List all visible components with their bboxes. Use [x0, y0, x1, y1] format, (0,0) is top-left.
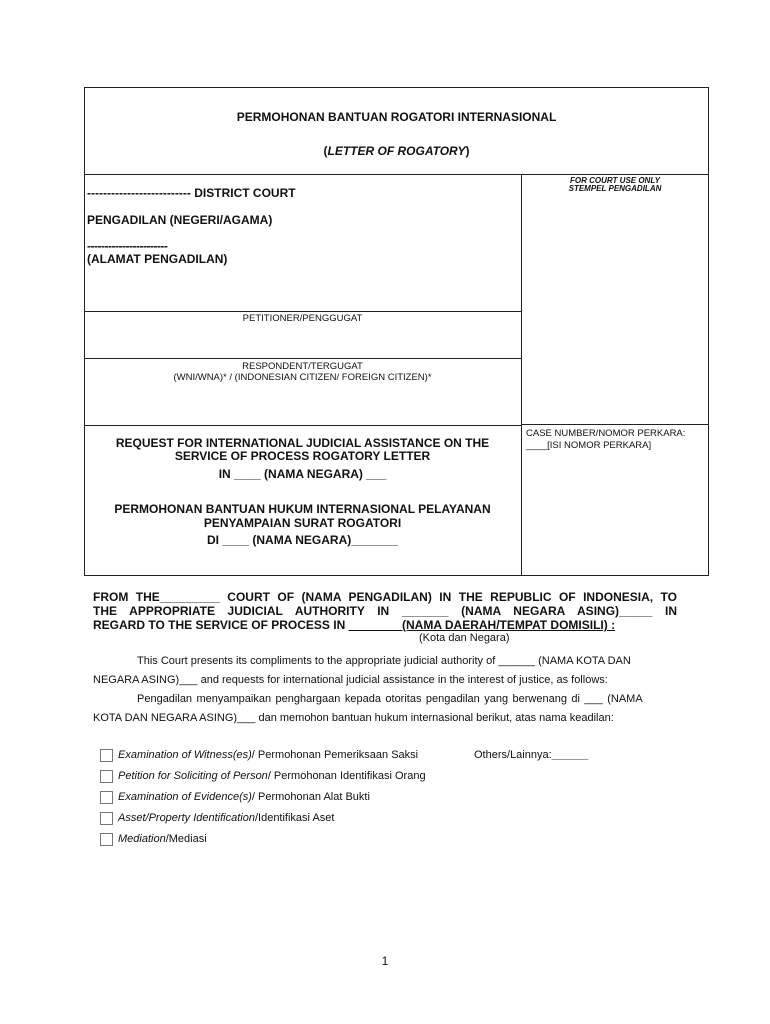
option-examination-witness [118, 749, 418, 761]
column-divider [521, 174, 522, 576]
case-number-label: CASE NUMBER/NOMOR PERKARA: [526, 428, 686, 439]
paragraph-id-line2: KOTA DAN NEGARA ASING)___ dan memohon bantuan hukum internasional berikut, atas nama keadilan: [93, 712, 614, 724]
option-3-normal: / Permohonan Alat Bukti [251, 791, 370, 803]
option-2-italic: Petition for Soliciting of Person [118, 770, 268, 782]
option-examination-evidence [118, 791, 370, 803]
subtitle-italic: LETTER OF ROGATORY [327, 144, 466, 158]
checkbox-asset-identification[interactable] [100, 812, 113, 825]
paragraph-en-line2: NEGARA ASING)___ and requests for international judicial assistance in the interest of justice, as follows: [93, 674, 608, 686]
option-petition-soliciting [118, 770, 426, 782]
subtitle-open: ( [323, 144, 328, 158]
request-en-line2: SERVICE OF PROCESS ROGATORY LETTER [174, 449, 431, 463]
kota-negara-note: (Kota dan Negara) [419, 632, 510, 644]
others-text: Others/Lainnya: [474, 749, 552, 761]
option-5-italic: Mediation [118, 833, 166, 845]
from-line1: FROM THE_________ COURT OF (NAMA PENGADILAN) IN THE REPUBLIC OF INDONESIA, TO [93, 590, 677, 604]
from-line2: THE APPROPRIATE JUDICIAL AUTHORITY IN _______ (NAMA NEGARA ASING)_____ IN [93, 604, 677, 618]
option-4-normal: /Identifikasi Aset [254, 812, 335, 824]
subtitle-close: ) [465, 144, 470, 158]
petitioner-divider [84, 358, 521, 359]
respondent-divider [84, 425, 521, 426]
others-label [474, 749, 588, 761]
from-line3-colon: : [611, 618, 616, 632]
form-title: PERMOHONAN BANTUAN ROGATORI INTERNASIONAL [236, 110, 557, 124]
request-en-line3: IN ____ (NAMA NEGARA) ___ [218, 467, 387, 481]
checkbox-petition-soliciting[interactable] [100, 770, 113, 783]
request-en-line1: REQUEST FOR INTERNATIONAL JUDICIAL ASSISTANCE ON THE [115, 436, 490, 450]
court-address: (ALAMAT PENGADILAN) [87, 252, 228, 266]
petitioner-label: PETITIONER/PENGGUGAT [242, 313, 363, 324]
checkbox-examination-evidence[interactable] [100, 791, 113, 804]
address-dashes: ----------------------- [87, 239, 168, 253]
option-3-italic: Examination of Evidence(s) [118, 791, 252, 803]
option-asset-identification [118, 812, 334, 824]
request-id-line1: PERMOHONAN BANTUAN HUKUM INTERNASIONAL PELAYANAN [114, 502, 491, 516]
paragraph-en-line1: This Court presents its compliments to the appropriate judicial authority of ______ (NAMA KOTA DAN [137, 655, 631, 667]
request-id-line2: PENYAMPAIAN SURAT ROGATORI [203, 516, 402, 530]
others-blank[interactable]: ______ [551, 749, 589, 761]
stamp-label-2: STEMPEL PENGADILAN [568, 184, 662, 193]
option-5-normal: /Mediasi [165, 833, 207, 845]
title-divider [84, 174, 709, 175]
stamp-label-1: FOR COURT USE ONLY [570, 176, 660, 185]
respondent-note: (WNI/WNA)* / (INDONESIAN CITIZEN/ FOREIGN CITIZEN)* [173, 372, 432, 383]
form-subtitle [84, 144, 709, 158]
domicile-blank: ________(NAMA DAERAH/TEMPAT DOMISILI) [348, 618, 612, 632]
request-id-line3: DI ____ (NAMA NEGARA)_______ [207, 533, 398, 547]
option-2-normal: / Permohonan Identifikasi Orang [267, 770, 426, 782]
option-1-italic: Examination of Witness(es) [118, 749, 252, 761]
option-4-italic: Asset/Property Identification [118, 812, 255, 824]
from-line3-text: REGARD TO THE SERVICE OF PROCESS IN [93, 618, 349, 632]
option-1-normal: / Permohonan Pemeriksaan Saksi [251, 749, 419, 761]
pengadilan-line: PENGADILAN (NEGERI/AGAMA) [87, 213, 273, 227]
district-court-line: -------------------------- DISTRICT COURT [87, 186, 296, 200]
court-divider [84, 311, 521, 312]
option-mediation [118, 833, 207, 845]
page-number: 1 [381, 954, 389, 968]
case-number-value: ____[ISI NOMOR PERKARA] [526, 440, 652, 451]
from-line3 [93, 618, 683, 632]
respondent-label: RESPONDENT/TERGUGAT [242, 361, 363, 372]
stamp-divider [521, 424, 709, 425]
checkbox-examination-witness[interactable] [100, 749, 113, 762]
paragraph-id-line1: Pengadilan menyampaikan penghargaan kepada otoritas pengadilan yang berwenang di ___ (NAMA [137, 693, 643, 705]
checkbox-mediation[interactable] [100, 833, 113, 846]
